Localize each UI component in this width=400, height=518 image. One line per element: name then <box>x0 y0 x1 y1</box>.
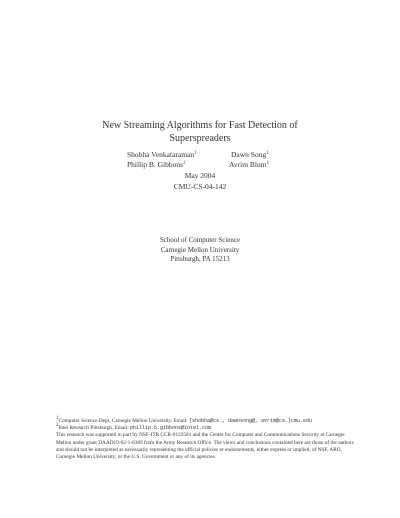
affiliation-mark: 2 <box>183 161 186 166</box>
footnote-2: $^2$Intel Research Pittsburgh. Email: phillip.b.gibbons@intel.com <box>56 423 212 432</box>
affiliation-mark: 1 <box>266 151 269 156</box>
author-gibbons: Phillip B. Gibbons$^2$ <box>127 160 186 169</box>
affiliation-mark: 1 <box>266 161 270 166</box>
author-venkataraman: Shobha Venkataraman$^1$ <box>127 150 197 159</box>
footnote-1-email: {shobha@cs., dawnsong@, avrim@cs.}cmu.edu <box>188 418 312 424</box>
author-song: Dawn Song$^1$ <box>231 150 269 159</box>
title-line-1: New Streaming Algorithms for Fast Detection of <box>102 120 298 131</box>
funding-disclaimer: This research was supported in part by NSF-ITR CCR-0122581 and the Center for Computer and Communications Security at Carnegie Mellon under grant DAAD19-02-1-0389 from the Army Research Office. The views and conclusions contained here are those of the authors and should not be interpreted as necessarily representing the official policies or endorsements, either express or implied, of NSF, ARO, Carnegie Mellon University, or the U.S. Government or any of its agencies. <box>56 432 354 461</box>
paper-title <box>60 119 340 145</box>
author-blum: Avrim Blum$^1$ <box>229 160 270 169</box>
title-line-2: Superspreaders <box>169 133 231 144</box>
school-name: School of Computer Science <box>159 236 241 244</box>
footnote-2-email: phillip.b.gibbons@intel.com <box>130 425 212 432</box>
report-number: CMU-CS-04-142 <box>173 182 227 191</box>
city-address: Pittsburgh, PA 15213 <box>170 255 230 264</box>
footnotes <box>56 418 354 461</box>
affiliation-mark: 1 <box>194 151 197 156</box>
university-name: Carnegie Mellon University <box>160 245 240 254</box>
footnote-1: $^1$Computer Science Dept, Carnegie Mellon University. Email: {shobha@cs., dawnsong@, avrim@cs.}cmu.edu <box>56 416 312 424</box>
publication-date: May 2004 <box>184 171 216 180</box>
institution-address <box>0 236 400 265</box>
